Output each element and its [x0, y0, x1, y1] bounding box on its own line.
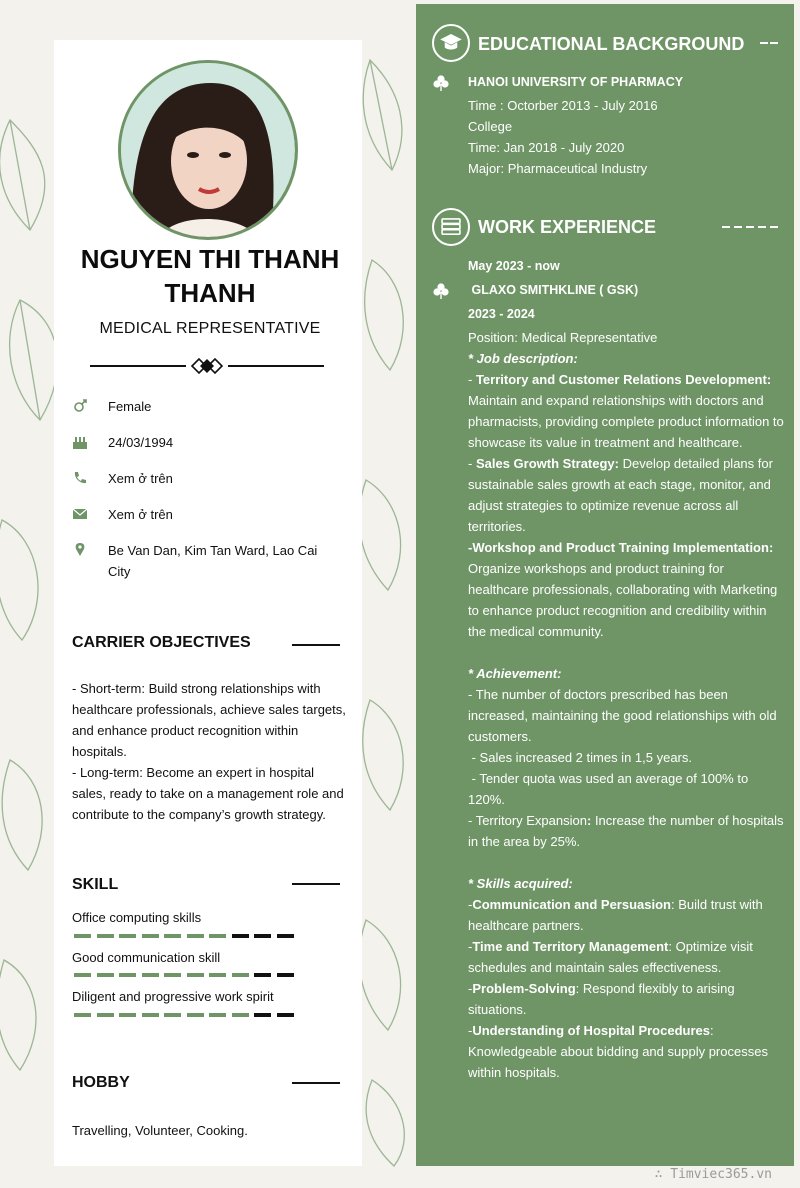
skill-segment-filled	[119, 934, 136, 938]
right-panel	[416, 4, 794, 1166]
envelope-icon	[72, 506, 88, 522]
skill-segment-filled	[119, 973, 136, 977]
work-heading: WORK EXPERIENCE	[478, 217, 657, 237]
skill-segment-empty	[254, 1013, 271, 1017]
job-description-item: - Territory and Customer Relations Development: Maintain and expand relationships with doctors and pharmacists, providing complete product information to showcase its value in treatment and healthcare.	[468, 372, 784, 450]
skill-segment-filled	[142, 934, 159, 938]
skill-label: Diligent and progressive work spirit	[72, 989, 274, 1004]
footer-brand: ∴ Timviec365.vn	[654, 1167, 772, 1182]
skill-segment-empty	[277, 1013, 294, 1017]
skill-segment-filled	[74, 973, 91, 977]
skill-segment-filled	[74, 934, 91, 938]
skill-segment-filled	[97, 1013, 114, 1017]
phone-icon	[72, 470, 88, 486]
hobby-rule	[292, 1082, 340, 1084]
education-line: College	[468, 119, 513, 134]
skill-segment-filled	[209, 934, 226, 938]
achievement-item: - Territory Expansion: Increase the number of hospitals in the area by 25%.	[468, 813, 784, 849]
skill-label: Office computing skills	[72, 910, 202, 925]
skill-segment-filled	[97, 973, 114, 977]
skills-acquired-item: -Communication and Persuasion: Build trust with healthcare partners.	[468, 897, 763, 933]
objectives-rule	[292, 644, 340, 646]
education-heading: EDUCATIONAL BACKGROUND	[478, 34, 745, 54]
skill-segment-filled	[232, 1013, 249, 1017]
full-name: NGUYEN THI THANH THANH	[80, 244, 340, 308]
skill-segment-empty	[232, 934, 249, 938]
skills-acquired-item: -Understanding of Hospital Procedures: Knowledgeable about bidding and supply processes within hospitals.	[468, 1023, 768, 1080]
work-position: Position: Medical Representative	[468, 330, 658, 345]
avatar	[118, 60, 298, 240]
work-period: 2023 - 2024	[468, 307, 535, 321]
objectives-text: - Short-term: Build strong relationships with healthcare professionals, achieve sales targets, and enhance product recognition within hospitals. - Long-term: Become an expert in hospital sales, ready to take on a management role and contribute to the company’s growth strategy.	[72, 681, 346, 822]
skill-segment-filled	[187, 934, 204, 938]
objectives-title: CARRIER OBJECTIVES	[72, 634, 251, 651]
hobby-title: HOBBY	[72, 1074, 130, 1091]
birthday-cake-icon	[72, 434, 88, 450]
profile-photo-icon	[121, 63, 295, 237]
skills-acquired-item: -Problem-Solving: Respond flexibly to arising situations.	[468, 981, 735, 1017]
skill-segment-filled	[119, 1013, 136, 1017]
skill-segment-filled	[97, 934, 114, 938]
education-line: Time : Octorber 2013 - July 2016	[468, 98, 658, 113]
school-name: HANOI UNIVERSITY OF PHARMACY	[468, 75, 684, 89]
work-dash	[722, 226, 778, 228]
clover-bullet-icon	[432, 74, 450, 92]
skill-segment-filled	[74, 1013, 91, 1017]
skill-segment-filled	[209, 1013, 226, 1017]
diamond-ornament-icon	[190, 358, 224, 374]
skill-bar	[74, 934, 298, 938]
job-description-item: -Workshop and Product Training Implementation: Organize workshops and product training for healthcare professionals, collaborating with Marketing to enhance product recognition and credibility within the medical community.	[468, 540, 778, 639]
skills-acquired-item: -Time and Territory Management: Optimize visit schedules and maintain sales effectiveness.	[468, 939, 753, 975]
job-title: MEDICAL REPRESENTATIVE	[99, 320, 321, 337]
job-description-item: - Sales Growth Strategy: Develop detailed plans for sustainable sales growth at each stage, monitor, and adjust strategies to optimize revenue across all territories.	[468, 456, 773, 534]
books-icon	[432, 208, 470, 246]
skill-segment-filled	[142, 973, 159, 977]
skill-bar	[74, 1013, 298, 1017]
skill-segment-filled	[232, 973, 249, 977]
skill-segment-filled	[142, 1013, 159, 1017]
skill-segment-filled	[187, 973, 204, 977]
education-line: Major: Pharmaceutical Industry	[468, 161, 648, 176]
skill-segment-empty	[277, 973, 294, 977]
skill-segment-filled	[164, 934, 181, 938]
skill-segment-empty	[277, 934, 294, 938]
skills-acquired-heading: * Skills acquired:	[468, 876, 573, 891]
skill-segment-filled	[187, 1013, 204, 1017]
left-profile-card: NGUYEN THI THANH THANH MEDICAL REPRESENTATIVE Female 24/03/1994 Xem ở trên Xem ở trên Be Van Dan, Kim Tan Ward, Lao Cai City CARRIER OBJECTIVES - Short-term: Build strong relationships with healthcare professionals, achieve sales targets, and enhance product recognition within hospitals. - Long-term: Become an expert in hospital sales, ready to take on a management role and contribute to the company’s growth strategy. SKILL Office computing skills Good communication skill Diligent and progressive work spirit HOBBY Travelling, Volunteer, Cooking.	[54, 40, 362, 1166]
achievement-item: - Tender quota was used an average of 100% to 120%.	[468, 771, 752, 807]
skill-title: SKILL	[72, 876, 119, 893]
achievement-heading: * Achievement:	[468, 666, 562, 681]
skill-bar	[74, 973, 298, 977]
company-name: GLAXO SMITHKLINE ( GSK)	[468, 283, 639, 297]
skill-segment-filled	[164, 1013, 181, 1017]
skill-rule	[292, 883, 340, 885]
skill-segment-filled	[209, 973, 226, 977]
skill-segment-filled	[164, 973, 181, 977]
location-pin-icon	[72, 542, 88, 558]
education-line: Time: Jan 2018 - July 2020	[468, 140, 625, 155]
skill-label: Good communication skill	[72, 950, 221, 965]
graduation-cap-icon	[432, 24, 470, 62]
education-dash	[760, 42, 778, 44]
work-period: May 2023 - now	[468, 259, 560, 273]
skill-segment-empty	[254, 934, 271, 938]
name-divider	[90, 358, 324, 374]
achievement-item: - Sales increased 2 times in 1,5 years.	[468, 750, 692, 765]
gender-icon	[72, 398, 88, 414]
achievement-item: - The number of doctors prescribed has been increased, maintaining the good relationships with old customers.	[468, 687, 777, 744]
clover-bullet-icon	[432, 282, 450, 300]
job-description-heading: * Job description:	[468, 351, 578, 366]
skill-segment-empty	[254, 973, 271, 977]
hobby-text: Travelling, Volunteer, Cooking.	[72, 1123, 248, 1138]
